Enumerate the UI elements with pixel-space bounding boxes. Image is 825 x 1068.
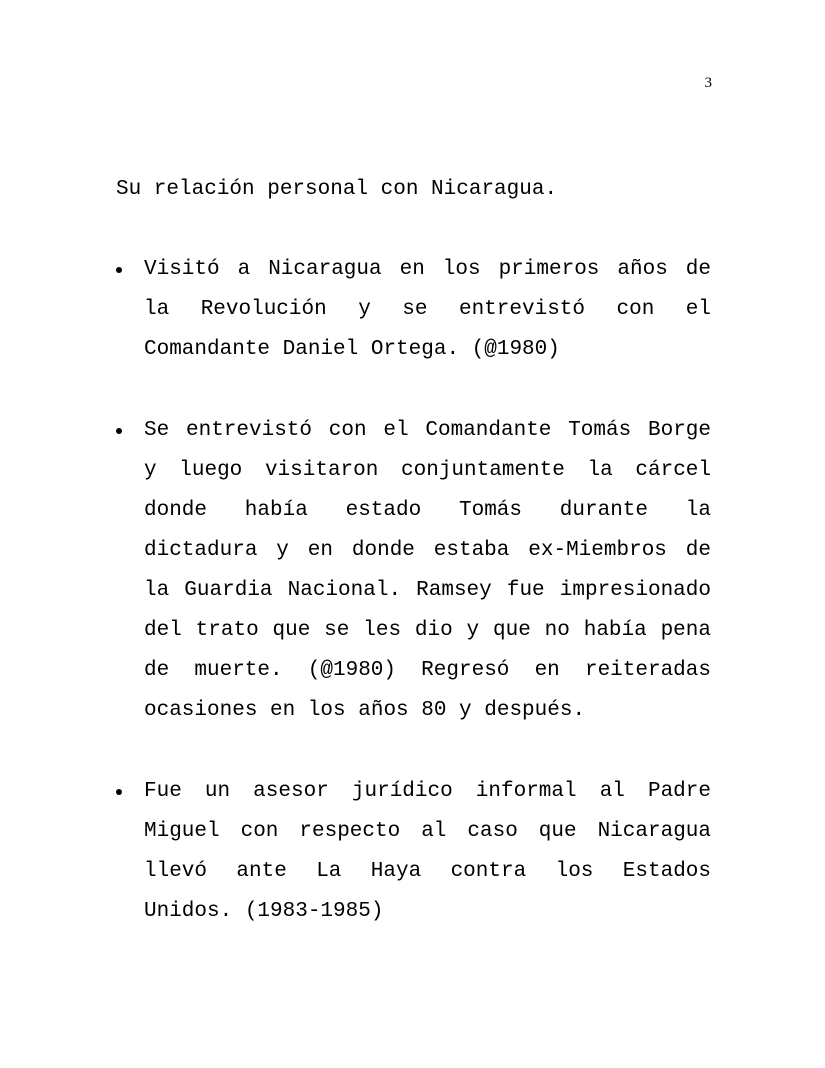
bullet-text: Se entrevistó con el Comandante Tomás Borge y luego visitaron conjuntamente la cárcel donde había estado Tomás durante la dictadura y en donde estaba ex-Miembros de la Guardia Nacional. Ramsey fue impresionado del trato que se les dio y que no había pena de muerte. (@1980) Regresó en reiteradas ocasiones en los años 80 y después. (144, 419, 711, 722)
document-body (116, 170, 711, 932)
bullet-item (116, 772, 711, 932)
bullet-dot-icon (116, 789, 122, 795)
bullet-text: Fue un asesor jurídico informal al Padre Miguel con respecto al caso que Nicaragua llevó ante La Haya contra los Estados Unidos. (1983-1985) (144, 780, 711, 923)
section-heading: Su relación personal con Nicaragua. (116, 178, 558, 201)
bullet-list (116, 250, 711, 932)
bullet-text: Visitó a Nicaragua en los primeros años de la Revolución y se entrevistó con el Comandante Daniel Ortega. (@1980) (144, 258, 711, 361)
bullet-dot-icon (116, 428, 122, 434)
bullet-item (116, 250, 711, 370)
bullet-dot-icon (116, 267, 122, 273)
page-number: 3 (704, 75, 712, 91)
bullet-item (116, 411, 711, 731)
